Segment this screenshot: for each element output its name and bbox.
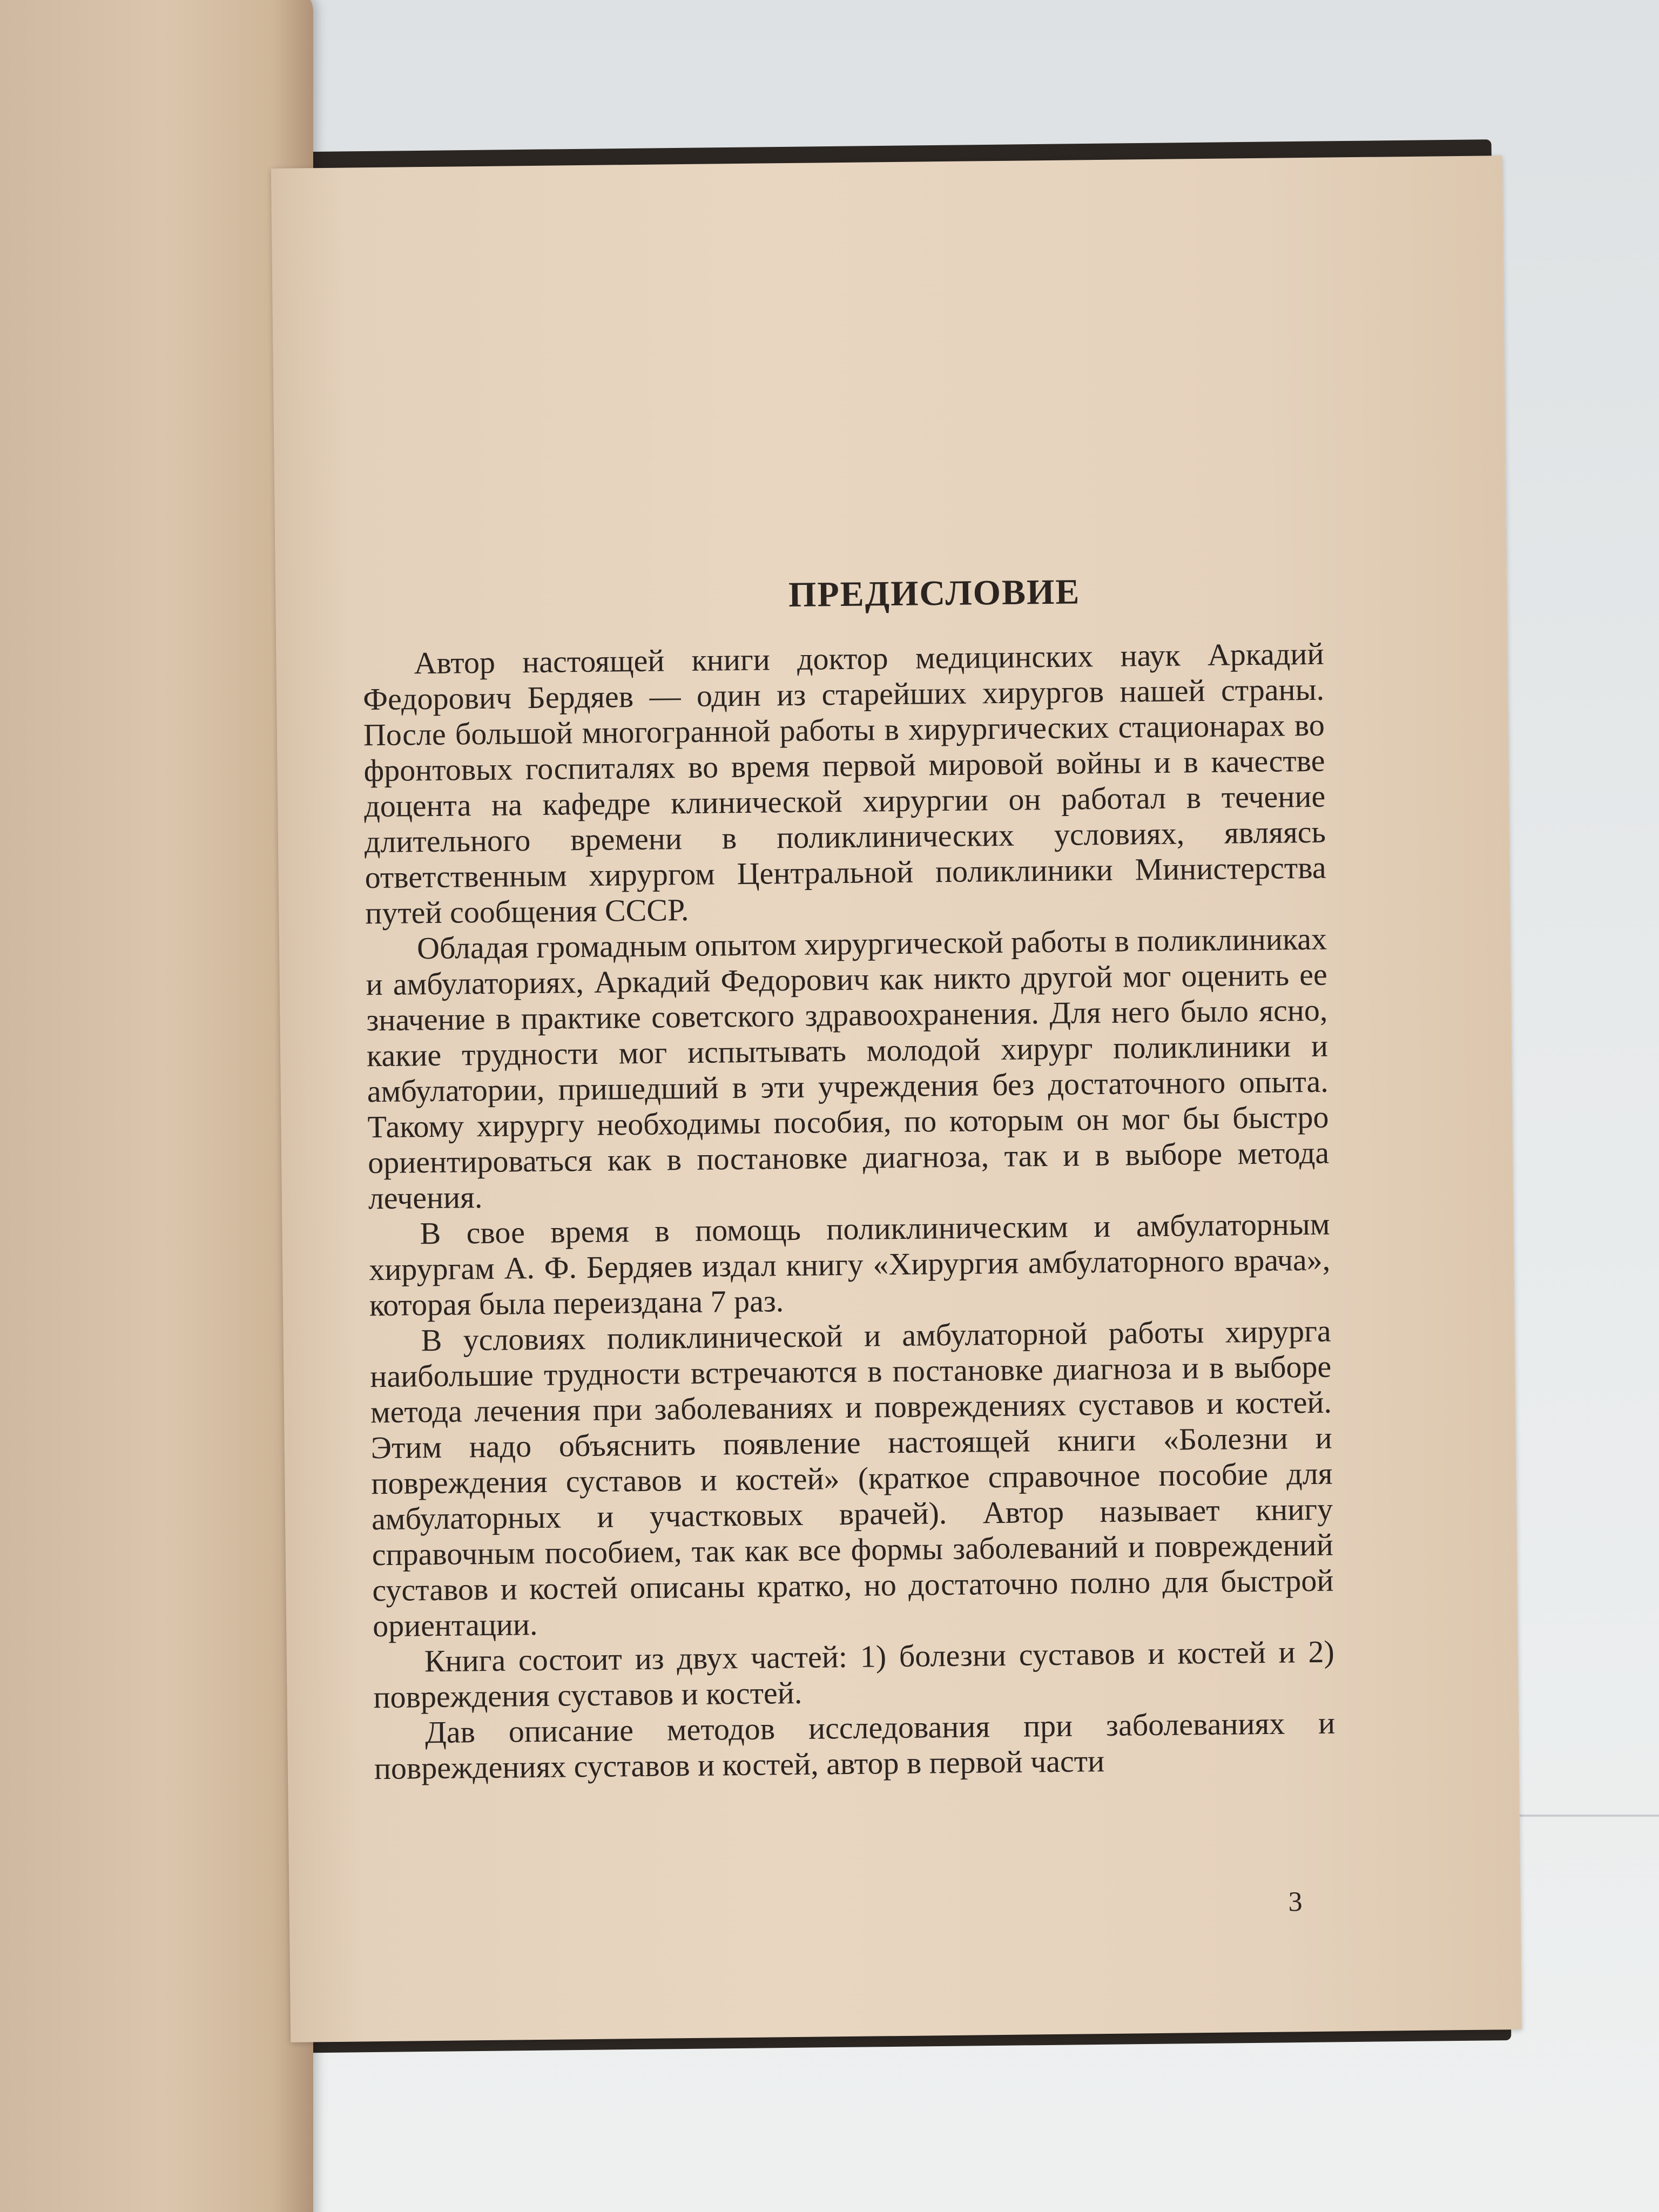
page-text (362, 636, 1336, 1787)
paragraph: Дав описание методов исследования при заболеваниях и повреждениях суставов и костей, автор в первой части (374, 1705, 1336, 1786)
book-page (271, 156, 1522, 2042)
page-number: 3 (1288, 1886, 1303, 1918)
left-page (0, 0, 313, 2212)
paragraph: Обладая громадным опытом хирургической работы в поликлиниках и амбулаториях, Аркадий Федорович как никто другой мог оценить ее значение в практике советского здравоохранения. Для него было ясно, какие трудности мог испытывать молодой хирург поликлиники и амбулатории, пришедший в эти учреждения без достаточного опыта. Такому хирургу необходимы пособия, по которым он мог бы быстро ориентироваться как в постановке диагноза, так и в выборе метода лечения. (366, 921, 1330, 1216)
paragraph: В свое время в помощь поликлиническим и амбулаторным хирургам А. Ф. Бердяев издал книгу «Хирургия амбулаторного врача», которая была переиздана 7 раз. (368, 1206, 1331, 1323)
paragraph: В условиях поликлинической и амбулаторной работы хирурга наибольшие трудности встречаются в постановке диагноза и в выборе метода лечения при заболеваниях и повреждениях суставов и костей. Этим надо объяснить появление настоящей книги «Болезни и повреждения суставов и костей» (краткое справочное пособие для амбулаторных и участковых врачей). Автор называет книгу справочным пособием, так как все формы заболеваний и повреждений суставов и костей описаны кратко, но достаточно полно для быстрой ориентации. (369, 1313, 1334, 1644)
paragraph: Книга состоит из двух частей: 1) болезни суставов и костей и 2) повреждения суставов и костей. (373, 1634, 1335, 1715)
page-title: ПРЕДИСЛОВИЕ (788, 572, 1081, 615)
paragraph: Автор настоящей книги доктор медицинских наук Аркадий Федорович Бердяев — один из старейших хирургов нашей страны. После большой многогранной работы в хирургических стационарах во фронтовых госпиталях во время первой мировой войны и в качестве доцента на кафедре клинической хирургии он работал в течение длительного времени в поликлинических условиях, являясь ответственным хирургом Центральной поликлиники Министерства путей сообщения СССР. (362, 636, 1326, 931)
